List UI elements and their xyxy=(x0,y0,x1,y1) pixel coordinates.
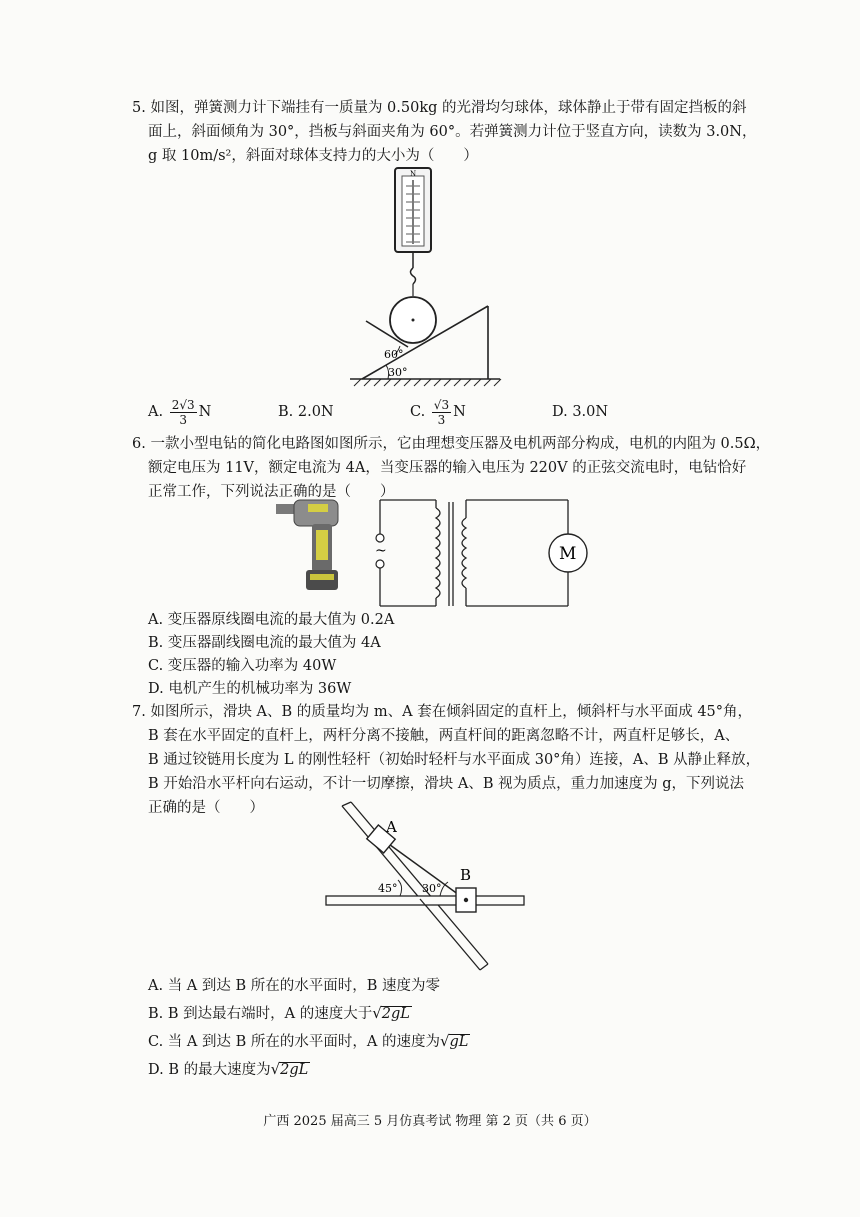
q5-option-b[interactable]: B. 2.0N xyxy=(278,404,334,420)
q6-option-a[interactable]: A. 变压器原线圈电流的最大值为 0.2A xyxy=(148,612,395,628)
q6-option-c[interactable]: C. 变压器的输入功率为 40W xyxy=(148,658,337,674)
secondary-coil xyxy=(462,518,466,588)
drill-icon xyxy=(276,500,338,590)
motor-label: M xyxy=(559,544,577,564)
q7-option-c[interactable]: C. 当 A 到达 B 所在的水平面时，A 的速度为√gL xyxy=(148,1032,469,1050)
ac-source-symbol: ~ xyxy=(375,543,387,559)
angle-30-label: 30° xyxy=(422,882,442,895)
option-a-label: A. xyxy=(148,404,164,420)
option-c-fraction: $\frac{√3}{3}$ xyxy=(433,397,450,427)
angle-60-label: 60° xyxy=(384,348,404,361)
q7-line-2: B 套在水平固定的直杆上，两杆分离不接触，两直杆间的距离忽略不计，两直杆足够长，A、 xyxy=(148,728,740,744)
angle-45-label: 45° xyxy=(378,882,398,895)
q6-figure xyxy=(268,494,588,614)
option-c-label: C. xyxy=(410,404,426,420)
option-b-radicand: 2gL xyxy=(381,1006,410,1022)
q6-line-1: 6. 一款小型电钻的简化电路图如图所示，它由理想变压器及电机两部分构成，电机的内阻为 0.5Ω， xyxy=(132,436,771,452)
q5-line-3: g 取 10m/s²，斜面对球体支持力的大小为（ ） xyxy=(148,148,478,164)
q6-line-3: 正常工作，下列说法正确的是（ ） xyxy=(148,484,395,500)
option-b-text: B. B 到达最右端时，A 的速度大于 xyxy=(148,1006,373,1022)
q7-line-4: B 开始沿水平杆向右运动，不计一切摩擦，滑块 A、B 视为质点，重力加速度为 g，下列说法 xyxy=(148,776,744,792)
q5-line-2: 面上，斜面倾角为 30°，挡板与斜面夹角为 60°。若弹簧测力计位于竖直方向，读数为 3.0N， xyxy=(148,124,757,140)
q5-option-c[interactable]: C. $\frac{√3}{3}$ N xyxy=(410,397,466,427)
q7-line-3: B 通过铰链用长度为 L 的刚性轻杆（初始时轻杆与水平面成 30°角）连接，A、B 从静止释放， xyxy=(148,752,761,768)
q6-line-2: 额定电压为 11V，额定电流为 4A，当变压器的输入电压为 220V 的正弦交流电时，电钻恰好 xyxy=(148,460,747,476)
angle-30-label: 30° xyxy=(388,366,408,379)
option-c-radicand: gL xyxy=(449,1034,469,1050)
primary-coil xyxy=(436,508,440,598)
q5-figure xyxy=(340,164,510,394)
q5-option-a[interactable]: A. $\frac{2√3}{3}$ N xyxy=(148,397,212,427)
q5-option-d[interactable]: D. 3.0N xyxy=(552,404,609,420)
q7-line-1: 7. 如图所示，滑块 A、B 的质量均为 m、A 套在倾斜固定的直杆上，倾斜杆与水平面成 45°角， xyxy=(132,704,753,720)
q7-option-d[interactable]: D. B 的最大速度为√2gL xyxy=(148,1060,309,1078)
option-d-text: D. B 的最大速度为 xyxy=(148,1062,271,1078)
q7-figure xyxy=(320,796,540,976)
horizontal-rod xyxy=(326,896,524,905)
q5-line-1: 5. 如图，弹簧测力计下端挂有一质量为 0.50kg 的光滑均匀球体，球体静止于带有固定挡板的斜 xyxy=(132,100,747,116)
q7-line-5: 正确的是（ ） xyxy=(148,800,264,816)
page-footer: 广西 2025 届高三 5 月仿真考试 物理 第 2 页（共 6 页） xyxy=(263,1114,597,1129)
q6-option-b[interactable]: B. 变压器副线圈电流的最大值为 4A xyxy=(148,635,381,651)
q7-option-b[interactable]: B. B 到达最右端时，A 的速度大于√2gL xyxy=(148,1004,410,1022)
option-a-fraction: $\frac{2√3}{3}$ xyxy=(171,397,195,427)
label-a: A xyxy=(386,818,397,836)
q6-option-d[interactable]: D. 电机产生的机械功率为 36W xyxy=(148,681,352,697)
option-c-text: C. 当 A 到达 B 所在的水平面时，A 的速度为 xyxy=(148,1034,440,1050)
label-b: B xyxy=(460,866,472,884)
q7-option-a[interactable]: A. 当 A 到达 B 所在的水平面时，B 速度为零 xyxy=(148,978,441,994)
scale-label: N xyxy=(410,170,417,178)
option-d-radicand: 2gL xyxy=(280,1062,309,1078)
